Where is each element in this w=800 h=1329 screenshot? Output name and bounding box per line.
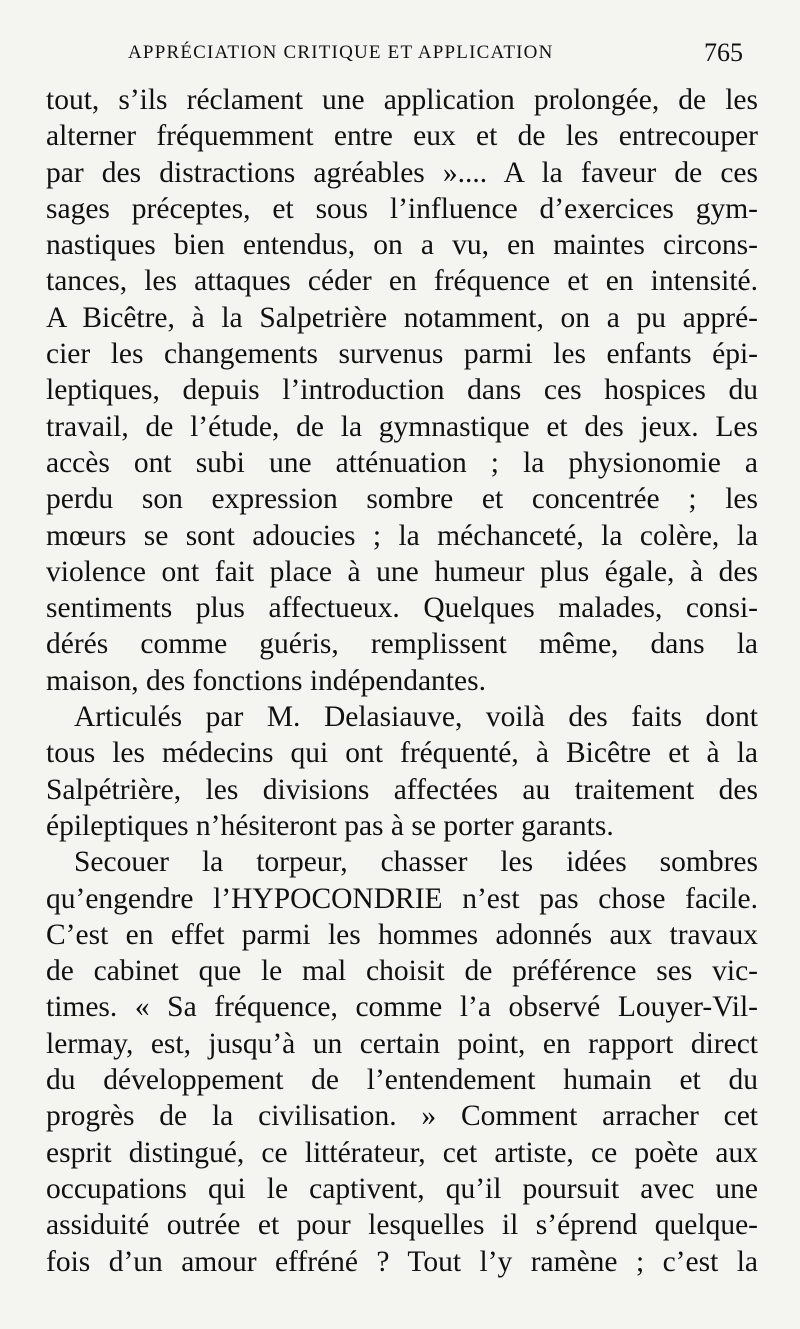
text-line: Secouer la torpeur, chasser les idées sombres — [74, 846, 758, 879]
text-line: times. « Sa fréquence, comme l’a observé Louyer-Vil- — [46, 991, 758, 1024]
page-number: 765 — [704, 38, 743, 67]
text-line: assiduité outrée et pour lesquelles il s’éprend quelque- — [46, 1209, 758, 1242]
text-line: accès ont subi une atténuation ; la physionomie a — [46, 446, 758, 479]
text-line: nastiques bien entendus, on a vu, en maintes circons- — [46, 229, 758, 262]
text-line: cier les changements survenus parmi les enfants épi- — [46, 338, 758, 371]
text-line: de cabinet que le mal choisit de préférence ses vic- — [46, 955, 758, 988]
text-line: sentiments plus affectueux. Quelques malades, consi- — [46, 592, 758, 625]
text-line: tances, les attaques céder en fréquence et en intensité. — [46, 265, 758, 298]
text-line: maison, des fonctions indépendantes. — [46, 664, 486, 697]
text-line: du développement de l’entendement humain et du — [46, 1064, 758, 1097]
text-line: leptiques, depuis l’introduction dans ces hospices du — [46, 374, 758, 407]
running-header — [128, 38, 743, 70]
text-line: mœurs se sont adoucies ; la méchanceté, la colère, la — [46, 519, 758, 552]
text-line: violence ont fait place à une humeur plus égale, à des — [46, 555, 758, 588]
text-line: lermay, est, jusqu’à un certain point, en rapport direct — [46, 1027, 758, 1060]
text-line: qu’engendre l’HYPOCONDRIE n’est pas chose facile. — [46, 882, 758, 915]
text-line: travail, de l’étude, de la gymnastique et des jeux. Les — [46, 410, 758, 443]
text-line: dérés comme guéris, remplissent même, dans la — [46, 628, 758, 661]
text-line: tout, s’ils réclament une application prolongée, de les — [46, 84, 758, 116]
body-text — [46, 82, 758, 1280]
text-line: fois d’un amour effréné ? Tout l’y ramène ; c’est la — [46, 1245, 758, 1278]
text-line: alterner fréquemment entre eux et de les entrecouper — [46, 120, 758, 153]
text-line: tous les médecins qui ont fréquenté, à Bicêtre et à la — [46, 737, 758, 770]
text-line: sages préceptes, et sous l’influence d’exercices gym- — [46, 192, 758, 225]
text-line: occupations qui le captivent, qu’il poursuit avec une — [46, 1172, 758, 1205]
text-line: par des distractions agréables ».... A la faveur de ces — [46, 156, 758, 189]
text-line: perdu son expression sombre et concentrée ; les — [46, 483, 758, 516]
text-line: Articulés par M. Delasiauve, voilà des faits dont — [74, 701, 758, 734]
text-line: Salpétrière, les divisions affectées au traitement des — [46, 773, 758, 806]
text-line: progrès de la civilisation. » Comment arracher cet — [46, 1100, 758, 1133]
text-line: esprit distingué, ce littérateur, cet artiste, ce poète aux — [46, 1136, 758, 1169]
running-title: APPRÉCIATION CRITIQUE ET APPLICATION — [128, 42, 554, 63]
text-line: épileptiques n’hésiteront pas à se porter garants. — [46, 809, 614, 842]
text-line: C’est en effet parmi les hommes adonnés aux travaux — [46, 918, 758, 951]
text-line: A Bicêtre, à la Salpetrière notamment, on a pu appré- — [46, 301, 758, 334]
